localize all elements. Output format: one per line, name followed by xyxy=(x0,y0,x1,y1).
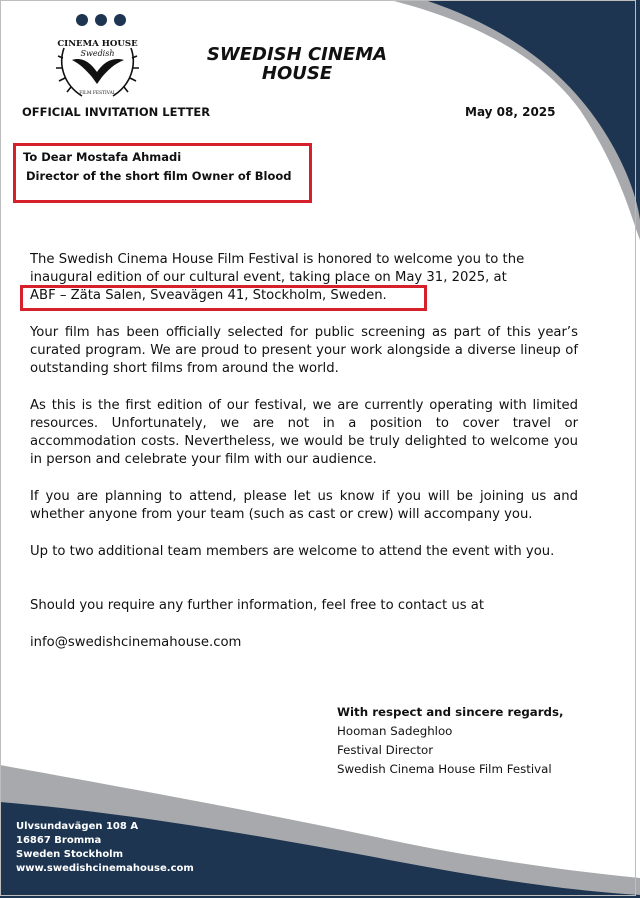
organization-title-line1: SWEDISH CINEMA xyxy=(206,44,388,65)
signature-name: Hooman Sadeghloo xyxy=(337,724,453,738)
paragraph-5: Up to two additional team members are welcome to attend the event with you. xyxy=(30,544,555,559)
recipient-title: Director of the short film Owner of Blood xyxy=(26,169,292,183)
paragraph-2: Your film has been officially selected for public screening as part of this year’s curated program. We are proud to present your work alongside a diverse lineup of outstanding short films from around the world. xyxy=(30,325,578,376)
letter-date: May 08, 2025 xyxy=(465,105,556,119)
paragraph-3: As this is the first edition of our festival, we are currently operating with limited resources. Unfortunately, we are not in a position to cover travel or accommodation costs. Nevertheless, we would be truly delighted to welcome you in person and celebrate your film with our audience. xyxy=(30,398,578,467)
svg-text:Swedish: Swedish xyxy=(80,49,115,58)
signature-organization: Swedish Cinema House Film Festival xyxy=(337,762,552,776)
signature-title: Festival Director xyxy=(337,743,434,757)
paragraph-6: Should you require any further information, feel free to contact us at xyxy=(30,598,485,613)
svg-text:FILM FESTIVAL: FILM FESTIVAL xyxy=(79,91,116,96)
venue-address: ABF – Zäta Salen, Sveavägen 41, Stockholm, Sweden. xyxy=(30,288,387,303)
footer-city: Sweden Stockholm xyxy=(16,849,124,860)
svg-text:CINEMA HOUSE: CINEMA HOUSE xyxy=(57,39,138,49)
footer-website[interactable]: www.swedishcinemahouse.com xyxy=(16,863,194,874)
footer-postal: 16867 Bromma xyxy=(16,835,102,846)
signature-closing: With respect and sincere regards, xyxy=(337,705,564,719)
paragraph-1-line-2: inaugural edition of our cultural event, taking place on May 31, 2025, at xyxy=(30,270,507,285)
recipient-name: To Dear Mostafa Ahmadi xyxy=(23,150,182,164)
organization-title-line2: HOUSE xyxy=(261,63,333,84)
footer-street: Ulvsundavägen 108 A xyxy=(16,821,139,832)
contact-email[interactable]: info@swedishcinemahouse.com xyxy=(30,635,242,650)
paragraph-1-line-1: The Swedish Cinema House Film Festival is honored to welcome you to the xyxy=(30,252,525,267)
letter-type: OFFICIAL INVITATION LETTER xyxy=(22,105,211,119)
paragraph-4: If you are planning to attend, please let us know if you will be joining us and whether anyone from your team (such as cast or crew) will accompany you. xyxy=(30,489,578,522)
